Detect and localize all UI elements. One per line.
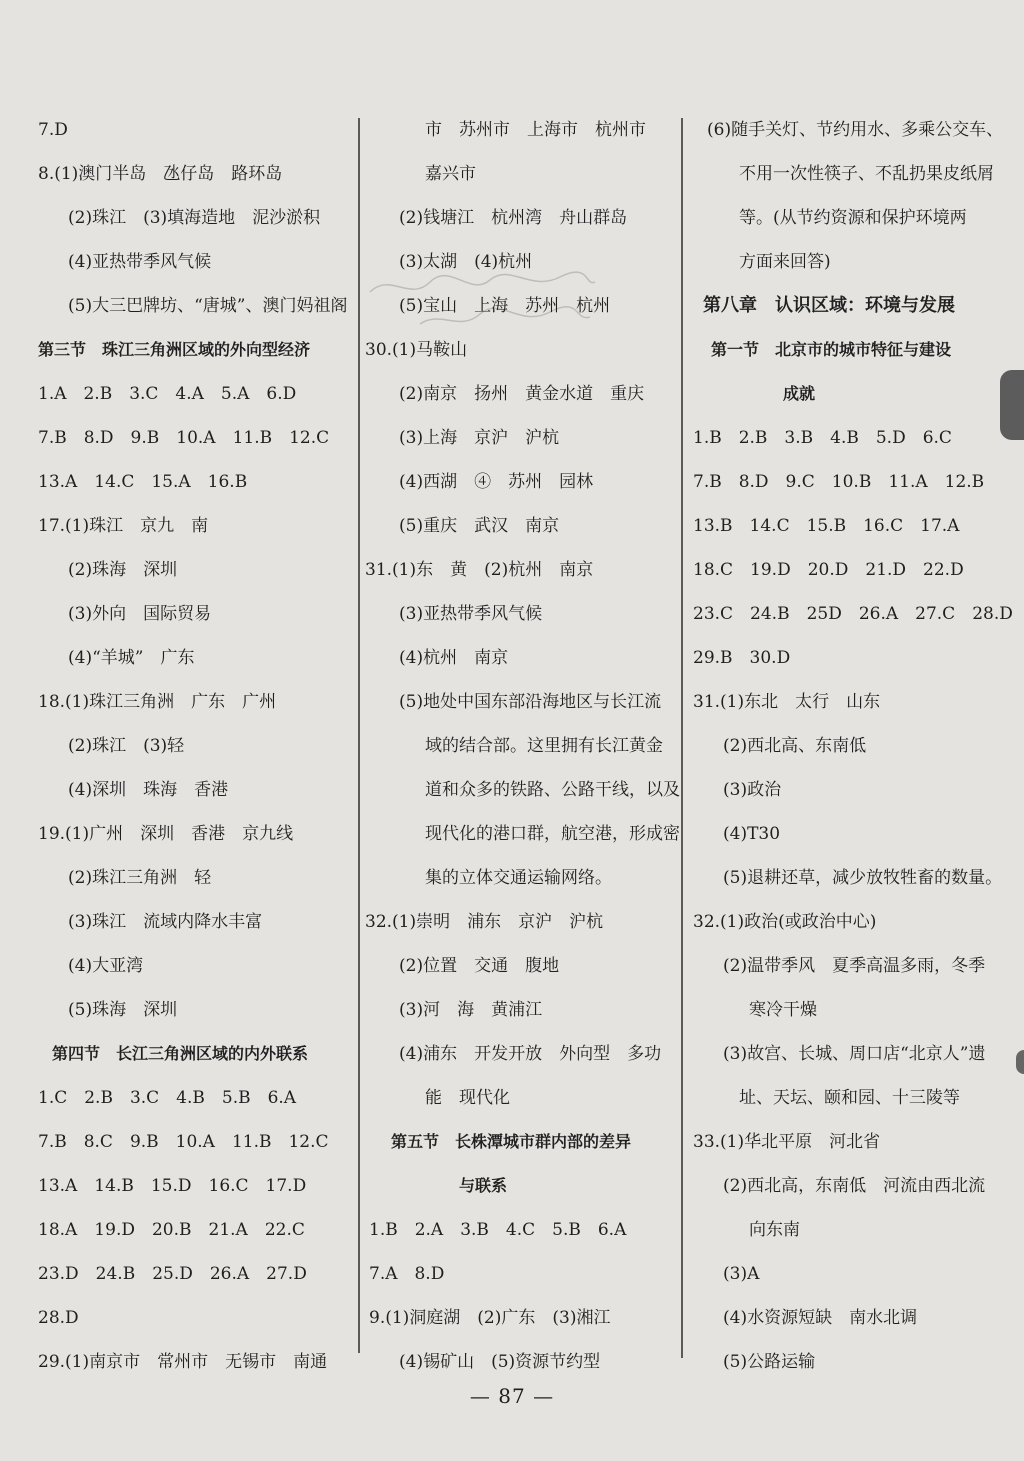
answer-line: 29.B 30.D [693, 648, 791, 668]
answer-line: (5)公路运输 [723, 1352, 816, 1372]
answer-line: 嘉兴市 [425, 164, 476, 184]
answer-line: 7.D [38, 120, 68, 140]
answer-line: (2)位置 交通 腹地 [399, 956, 560, 976]
section-heading: 成就 [783, 384, 816, 403]
answer-line: 31.(1)东北 太行 山东 [693, 692, 881, 712]
answer-line: 28.D [38, 1308, 79, 1328]
answer-line: 1.C 2.B 3.C 4.B 5.B 6.A [38, 1088, 297, 1108]
answer-line: (4)深圳 珠海 香港 [68, 780, 229, 800]
answer-line: 18.A 19.D 20.B 21.A 22.C [38, 1220, 305, 1240]
answer-line: (3)政治 [723, 780, 782, 800]
answer-line: 32.(1)政治(或政治中心) [693, 912, 877, 932]
answer-line: 等。(从节约资源和保护环境两 [739, 208, 967, 228]
answer-line: (4)亚热带季风气候 [68, 252, 212, 272]
answer-line: (2)珠海 深圳 [68, 560, 178, 580]
answer-line: 道和众多的铁路、公路干线，以及 [425, 780, 680, 800]
answer-line: 7.A 8.D [369, 1264, 445, 1284]
answer-line: 7.B 8.D 9.B 10.A 11.B 12.C [38, 428, 330, 448]
answer-line: 1.B 2.B 3.B 4.B 5.D 6.C [693, 428, 952, 448]
answer-line: (5)重庆 武汉 南京 [399, 516, 560, 536]
answer-line: (3)故宫、长城、周口店“北京人”遗 [723, 1044, 986, 1064]
answer-line: (6)随手关灯、节约用水、多乘公交车、 [707, 120, 1004, 140]
answer-line: 址、天坛、颐和园、十三陵等 [739, 1088, 960, 1108]
answer-line: (4)浦东 开发开放 外向型 多功 [399, 1044, 662, 1064]
answer-line: 29.(1)南京市 常州市 无锡市 南通 [38, 1352, 328, 1372]
answer-line: 市 苏州市 上海市 杭州市 [425, 120, 646, 140]
section-heading: 第三节 珠江三角洲区域的外向型经济 [38, 340, 311, 359]
answer-line: (5)宝山 上海 苏州 杭州 [399, 296, 611, 316]
answer-line: 18.(1)珠江三角洲 广东 广州 [38, 692, 277, 712]
answer-line: 向东南 [749, 1220, 800, 1240]
answer-line: 1.A 2.B 3.C 4.A 5.A 6.D [38, 384, 297, 404]
answer-line: 18.C 19.D 20.D 21.D 22.D [693, 560, 964, 580]
answer-line: 13.A 14.C 15.A 16.B [38, 472, 248, 492]
answer-line: (2)西北高，东南低 河流由西北流 [723, 1176, 986, 1196]
answer-line: 13.B 14.C 15.B 16.C 17.A [693, 516, 960, 536]
answer-line: 7.B 8.C 9.B 10.A 11.B 12.C [38, 1132, 329, 1152]
answer-line: (3)外向 国际贸易 [68, 604, 212, 624]
column-divider-2 [681, 118, 683, 1358]
answer-line: 23.C 24.B 25D 26.A 27.C 28.D [693, 604, 1013, 624]
answer-line: 7.B 8.D 9.C 10.B 11.A 12.B [693, 472, 985, 492]
answer-line: (5)大三巴牌坊、“唐城”、澳门妈祖阁 [68, 296, 348, 316]
answer-line: (5)退耕还草，减少放牧牲畜的数量。 [723, 868, 1003, 888]
answer-line: (2)西北高、东南低 [723, 736, 867, 756]
answer-line: (2)温带季风 夏季高温多雨，冬季 [723, 956, 986, 976]
answer-line: 31.(1)东 黄 (2)杭州 南京 [365, 560, 594, 580]
answer-line: 8.(1)澳门半岛 氹仔岛 路环岛 [38, 164, 283, 184]
answer-line: (2)珠江 (3)填海造地 泥沙淤积 [68, 208, 321, 228]
answer-line: 1.B 2.A 3.B 4.C 5.B 6.A [369, 1220, 627, 1240]
answer-line: (2)南京 扬州 黄金水道 重庆 [399, 384, 645, 404]
answer-line: (3)珠江 流域内降水丰富 [68, 912, 263, 932]
answer-line: (5)地处中国东部沿海地区与长江流 [399, 692, 662, 712]
page-number: — 87 — [469, 1384, 555, 1408]
section-heading: 与联系 [459, 1176, 508, 1195]
answer-line: (4)水资源短缺 南水北调 [723, 1308, 918, 1328]
page-edge-tab [1000, 370, 1024, 440]
chapter-heading: 第八章 认识区域：环境与发展 [703, 295, 955, 316]
answer-line: (2)珠江三角洲 轻 [68, 868, 212, 888]
answer-line: 13.A 14.B 15.D 16.C 17.D [38, 1176, 307, 1196]
section-heading: 第四节 长江三角洲区域的内外联系 [52, 1044, 309, 1063]
answer-line: 能 现代化 [425, 1088, 510, 1108]
answer-line: (3)河 海 黄浦江 [399, 1000, 543, 1020]
answer-line: 23.D 24.B 25.D 26.A 27.D [38, 1264, 307, 1284]
answer-line: (4)杭州 南京 [399, 648, 509, 668]
answer-line: (4)T30 [723, 824, 781, 844]
answer-line: (4)锡矿山 (5)资源节约型 [399, 1352, 601, 1372]
answer-line: 30.(1)马鞍山 [365, 340, 468, 360]
page-edge-notch [1016, 1050, 1024, 1074]
answer-line: (5)珠海 深圳 [68, 1000, 178, 1020]
answer-line: 不用一次性筷子、不乱扔果皮纸屑 [739, 164, 994, 184]
answer-line: 9.(1)洞庭湖 (2)广东 (3)湘江 [369, 1308, 611, 1328]
answer-line: (3)A [723, 1264, 760, 1284]
section-heading: 第五节 长株潭城市群内部的差异 [391, 1132, 632, 1151]
answer-line: (2)珠江 (3)轻 [68, 736, 185, 756]
answer-line: 现代化的港口群，航空港，形成密 [425, 824, 680, 844]
answer-line: 域的结合部。这里拥有长江黄金 [425, 736, 663, 756]
section-heading: 第一节 北京市的城市特征与建设 [711, 340, 952, 359]
answer-line: (3)上海 京沪 沪杭 [399, 428, 560, 448]
answer-line: (2)钱塘江 杭州湾 舟山群岛 [399, 208, 628, 228]
answer-line: 32.(1)崇明 浦东 京沪 沪杭 [365, 912, 604, 932]
answer-line: 17.(1)珠江 京九 南 [38, 516, 209, 536]
answer-line: (4)大亚湾 [68, 956, 144, 976]
answer-line: 集的立体交通运输网络。 [425, 868, 612, 888]
answer-line: (4)“羊城” 广东 [68, 648, 195, 668]
answer-line: 方面来回答) [739, 252, 831, 272]
answer-line: (4)西湖 ④ 苏州 园林 [399, 472, 594, 492]
answer-line: (3)太湖 (4)杭州 [399, 252, 533, 272]
answer-line: 寒冷干燥 [749, 1000, 817, 1020]
answer-line: (3)亚热带季风气候 [399, 604, 543, 624]
answer-line: 19.(1)广州 深圳 香港 京九线 [38, 824, 294, 844]
answer-line: 33.(1)华北平原 河北省 [693, 1132, 881, 1152]
